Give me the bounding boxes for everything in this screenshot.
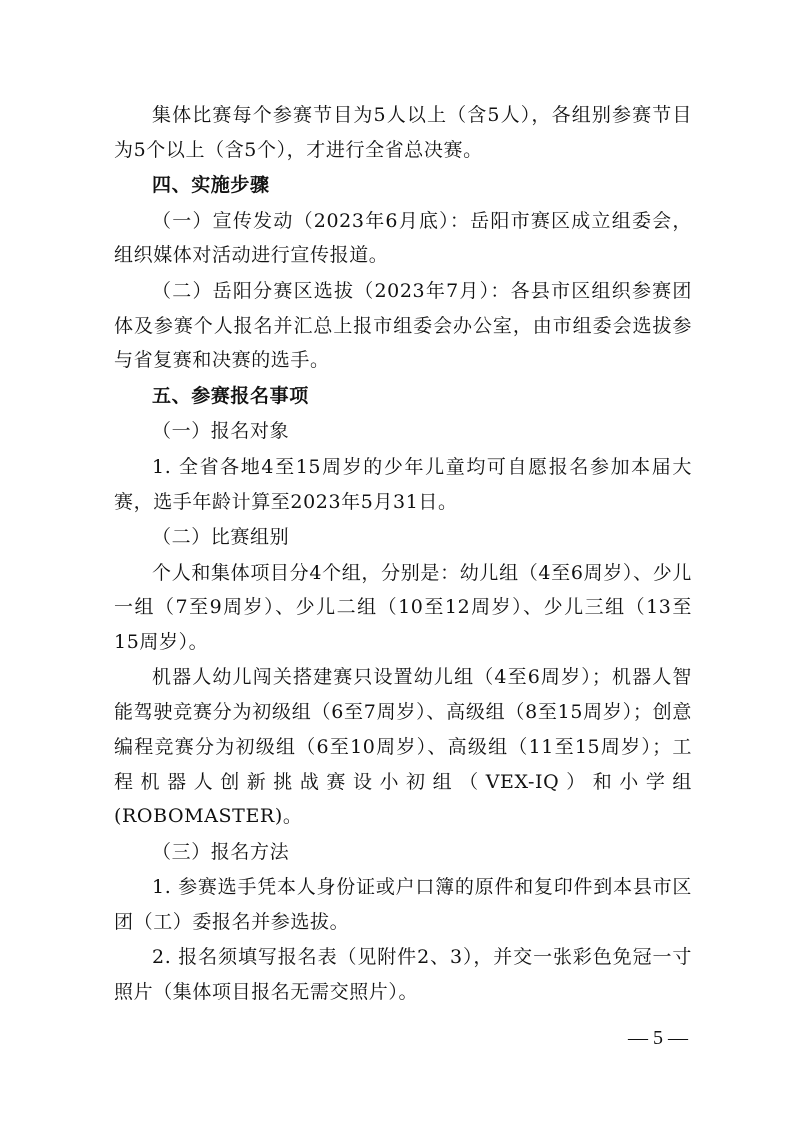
heading-implementation-steps: 四、实施步骤 (152, 174, 270, 197)
subheading-registration-target: （一）报名对象 (152, 420, 290, 443)
paragraph-group-entry-rule: 集体比赛每个参赛节目为5人以上（含5人），各组别参赛节目为5个以上（含5个），才进行全省总决赛。 (114, 104, 692, 161)
paragraph-eligibility: 1. 全省各地4至15周岁的少年儿童均可自愿报名参加本届大赛，选手年龄计算至2023年5月31日。 (114, 455, 692, 513)
paragraph-robot-groups: 机器人幼儿闯关搭建赛只设置幼儿组（4至6周岁）；机器人智能驾驶竞赛分为初级组（6至7周岁）、高级组（8至15周岁）；创意编程竞赛分为初级组（6至10周岁）、高级组（11至15周岁）；工程机器人创新挑战赛设小初组（VEX-IQ）和小学组(ROBOMASTER)。 (114, 666, 692, 828)
document-body (114, 98, 692, 1011)
subheading-registration-method: （三）报名方法 (152, 840, 290, 863)
page-number: — 5 — (628, 1027, 688, 1049)
paragraph-registration-form: 2. 报名须填写报名表（见附件2、3），并交一张彩色免冠一寸照片（集体项目报名无需交照片）。 (114, 946, 692, 1004)
paragraph-step-selection: （二）岳阳分赛区选拔（2023年7月）：各县市区组织参赛团体及参赛个人报名并汇总上报市组委会办公室，由市组委会选拔参与省复赛和决赛的选手。 (114, 279, 692, 372)
subheading-competition-groups: （二）比赛组别 (152, 526, 290, 549)
paragraph-step-publicity: （一）宣传发动（2023年6月底）：岳阳市赛区成立组委会，组织媒体对活动进行宣传报道。 (114, 209, 692, 267)
paragraph-id-documents: 1. 参赛选手凭本人身份证或户口簿的原件和复印件到本县市区团（工）委报名并参选拔。 (114, 876, 692, 933)
paragraph-age-groups: 个人和集体项目分4个组，分别是：幼儿组（4至6周岁）、少儿一组（7至9周岁）、少儿二组（10至12周岁）、少儿三组（13至15周岁）。 (114, 561, 692, 653)
heading-registration-matters: 五、参赛报名事项 (152, 384, 309, 407)
